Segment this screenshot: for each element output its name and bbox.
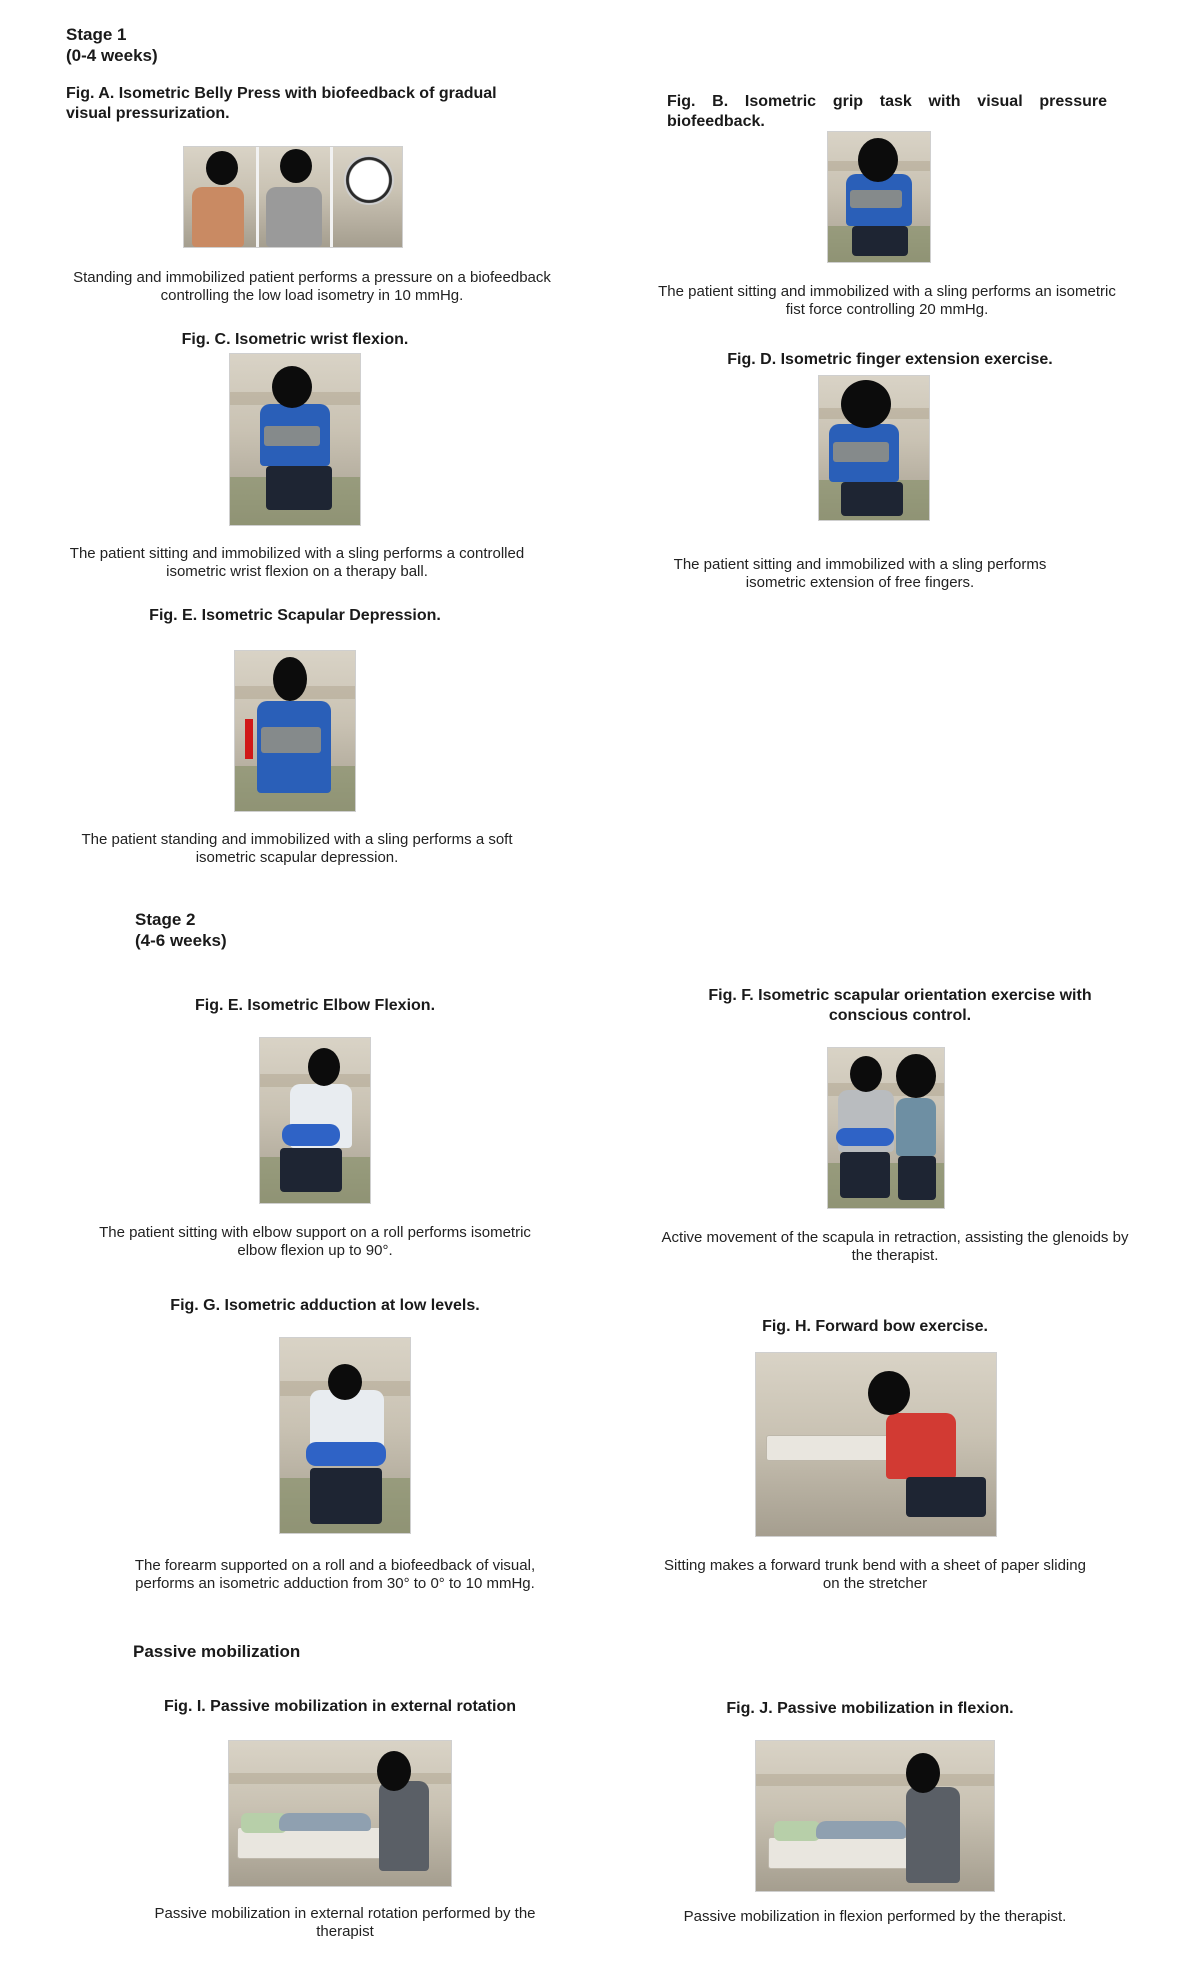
fig-a-photo	[183, 146, 403, 248]
fig-d-title: Fig. D. Isometric finger extension exercise.	[727, 351, 1053, 368]
fig-c-photo	[229, 353, 361, 526]
stage2-heading	[135, 909, 227, 951]
fig-e2-title: Fig. E. Isometric Elbow Flexion.	[194, 997, 436, 1014]
fig-i-photo	[228, 1740, 452, 1887]
fig-h-caption: Sitting makes a forward trunk bend with a sheet of paper sliding on the stretcher	[664, 1557, 1086, 1592]
fig-e1-photo	[234, 650, 356, 812]
fig-c-title: Fig. C. Isometric wrist flexion.	[181, 331, 409, 348]
fig-b-title: Fig. B. Isometric grip task with visual pressure biofeedback.	[667, 93, 1107, 130]
fig-i-caption: Passive mobilization in external rotation performed by the therapist	[154, 1905, 536, 1940]
stage1-heading	[66, 24, 158, 66]
fig-j-title: Fig. J. Passive mobilization in flexion.	[726, 1700, 1014, 1717]
fig-j-photo	[755, 1740, 995, 1892]
fig-i-title: Fig. I. Passive mobilization in external rotation	[163, 1698, 517, 1715]
fig-h-title: Fig. H. Forward bow exercise.	[762, 1318, 988, 1335]
fig-a-caption: Standing and immobilized patient performs a pressure on a biofeedback controlling the low load isometry in 10 mmHg.	[73, 269, 551, 304]
fig-d-caption: The patient sitting and immobilized with a sling performs isometric extension of free fingers.	[673, 556, 1047, 591]
fig-e1-caption: The patient standing and immobilized with a sling performs a soft isometric scapular depression.	[81, 831, 513, 866]
fig-e2-caption: The patient sitting with elbow support on a roll performs isometric elbow flexion up to 90°.	[99, 1224, 531, 1259]
fig-f-title: Fig. F. Isometric scapular orientation exercise with conscious control.	[708, 987, 1092, 1024]
fig-f-photo	[827, 1047, 945, 1209]
fig-b-caption: The patient sitting and immobilized with a sling performs an isometric fist force controlling 20 mmHg.	[658, 283, 1116, 318]
fig-d-photo	[818, 375, 930, 521]
fig-e1-title: Fig. E. Isometric Scapular Depression.	[149, 607, 441, 624]
passive-mobilization-heading: Passive mobilization	[133, 1642, 301, 1661]
stage1-title: Stage 1	[66, 25, 127, 44]
fig-c-caption: The patient sitting and immobilized with a sling performs a controlled isometric wrist flexion on a therapy ball.	[69, 545, 525, 580]
stage2-title: Stage 2	[135, 910, 196, 929]
fig-g-title: Fig. G. Isometric adduction at low levels.	[170, 1297, 480, 1314]
fig-b-photo	[827, 131, 931, 263]
fig-h-photo	[755, 1352, 997, 1537]
stage1-weeks: (0-4 weeks)	[66, 46, 158, 65]
fig-g-photo	[279, 1337, 411, 1534]
fig-a-title: Fig. A. Isometric Belly Press with biofeedback of gradual visual pressurization.	[66, 85, 497, 122]
fig-e2-photo	[259, 1037, 371, 1204]
stage2-weeks: (4-6 weeks)	[135, 931, 227, 950]
fig-j-caption: Passive mobilization in flexion performed by the therapist.	[683, 1908, 1067, 1925]
fig-f-caption: Active movement of the scapula in retraction, assisting the glenoids by the therapist.	[661, 1229, 1129, 1264]
fig-g-caption: The forearm supported on a roll and a biofeedback of visual, performs an isometric adduction from 30° to 0° to 10 mmHg.	[134, 1557, 536, 1592]
